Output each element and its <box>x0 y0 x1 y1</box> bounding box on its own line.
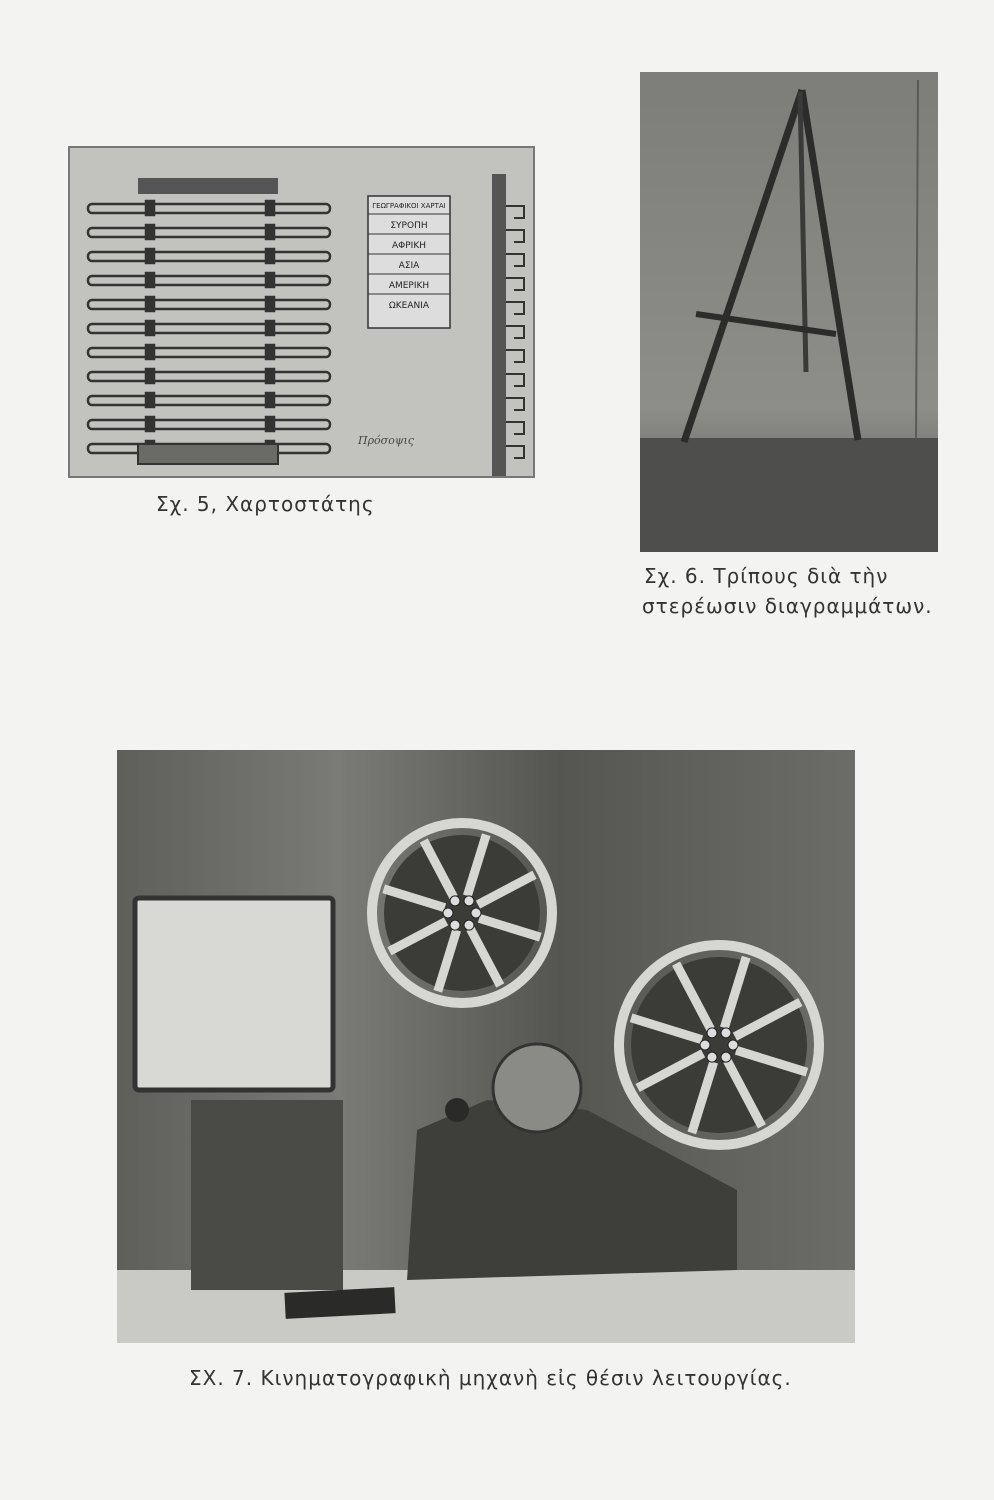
reel-inner <box>384 835 540 991</box>
reel-hub-hole <box>464 920 474 930</box>
reel-hub-hole <box>700 1040 710 1050</box>
figure-6-caption-line-2: στερέωσιν διαγραμμάτων. <box>642 594 933 618</box>
figure-6-caption-line-1: Σχ. 6. Τρίπους διὰ τὴν <box>644 564 889 588</box>
speaker-case <box>191 1100 343 1290</box>
projector-drawing <box>117 750 855 1343</box>
reel-hub-hole <box>464 896 474 906</box>
reel-hub-hole <box>707 1052 717 1062</box>
hanger-clip <box>266 345 274 359</box>
hanger-clip <box>146 273 154 287</box>
reel-hub-hole <box>450 896 460 906</box>
hanger-clip <box>146 249 154 263</box>
chart-panel-row-text: ΑΜΕΡΙΚΗ <box>388 281 430 291</box>
hanger-clip <box>146 297 154 311</box>
figure-6-tripod-photo <box>640 72 938 552</box>
chart-panel-header: ΓΕΩΓΡΑΦΙΚΟΙ ΧΑΡΤΑΙ <box>372 202 446 210</box>
chart-panel-row-text: ΩΚΕΑΝΙΑ <box>388 301 430 311</box>
figure-7-caption: ΣΧ. 7. Κινηματογραφικὴ μηχανὴ εἰς θέσιν λειτουργίας. <box>189 1366 792 1390</box>
side-view-post <box>492 174 506 476</box>
projector-lens <box>445 1098 469 1122</box>
reel-inner <box>631 957 807 1133</box>
chart-panel-row-text: ΑΣΙΑ <box>398 261 420 271</box>
hanger-clip <box>266 369 274 383</box>
figure-5-caption: Σχ. 5, Χαρτοστάτης <box>156 492 375 516</box>
hanger-clip <box>146 201 154 215</box>
sprocket-wheel <box>493 1044 581 1132</box>
reel-hub-hole <box>450 920 460 930</box>
hanger-clip <box>266 393 274 407</box>
ground <box>640 438 938 552</box>
map-stand-drawing <box>68 146 535 478</box>
reel-hub-hole <box>721 1028 731 1038</box>
hanger-clip <box>266 297 274 311</box>
hanger-clip <box>266 321 274 335</box>
figure-5-map-stand-photo <box>68 146 535 478</box>
chart-panel-row-text: ΣΥΡΟΠΗ <box>390 221 428 231</box>
tripod-drawing <box>640 72 938 552</box>
reel-hub-hole <box>721 1052 731 1062</box>
reel-hub-hole <box>443 908 453 918</box>
hanger-clip <box>146 321 154 335</box>
front-reel <box>372 823 552 1003</box>
hanger-clip <box>266 201 274 215</box>
reel-hub-hole <box>707 1028 717 1038</box>
front-view-label: Πρόσοψις <box>358 434 414 447</box>
chart-panel-row-text: ΑΦΡΙΚΗ <box>392 241 426 251</box>
figure-7-film-projector-photo <box>117 750 855 1343</box>
reel-hub-hole <box>471 908 481 918</box>
hanger-clip <box>266 249 274 263</box>
hanger-clip <box>146 369 154 383</box>
reel-hub-hole <box>728 1040 738 1050</box>
rear-reel <box>619 945 819 1145</box>
hanger-clip <box>266 273 274 287</box>
hanger-clip <box>266 417 274 431</box>
projection-screen <box>135 898 333 1090</box>
hanger-clip <box>266 225 274 239</box>
hanger-clip <box>146 345 154 359</box>
stand-base <box>138 444 278 464</box>
hanger-clip <box>146 393 154 407</box>
hanger-clip <box>146 417 154 431</box>
hanger-clip <box>146 225 154 239</box>
stand-top-bar <box>138 178 278 194</box>
